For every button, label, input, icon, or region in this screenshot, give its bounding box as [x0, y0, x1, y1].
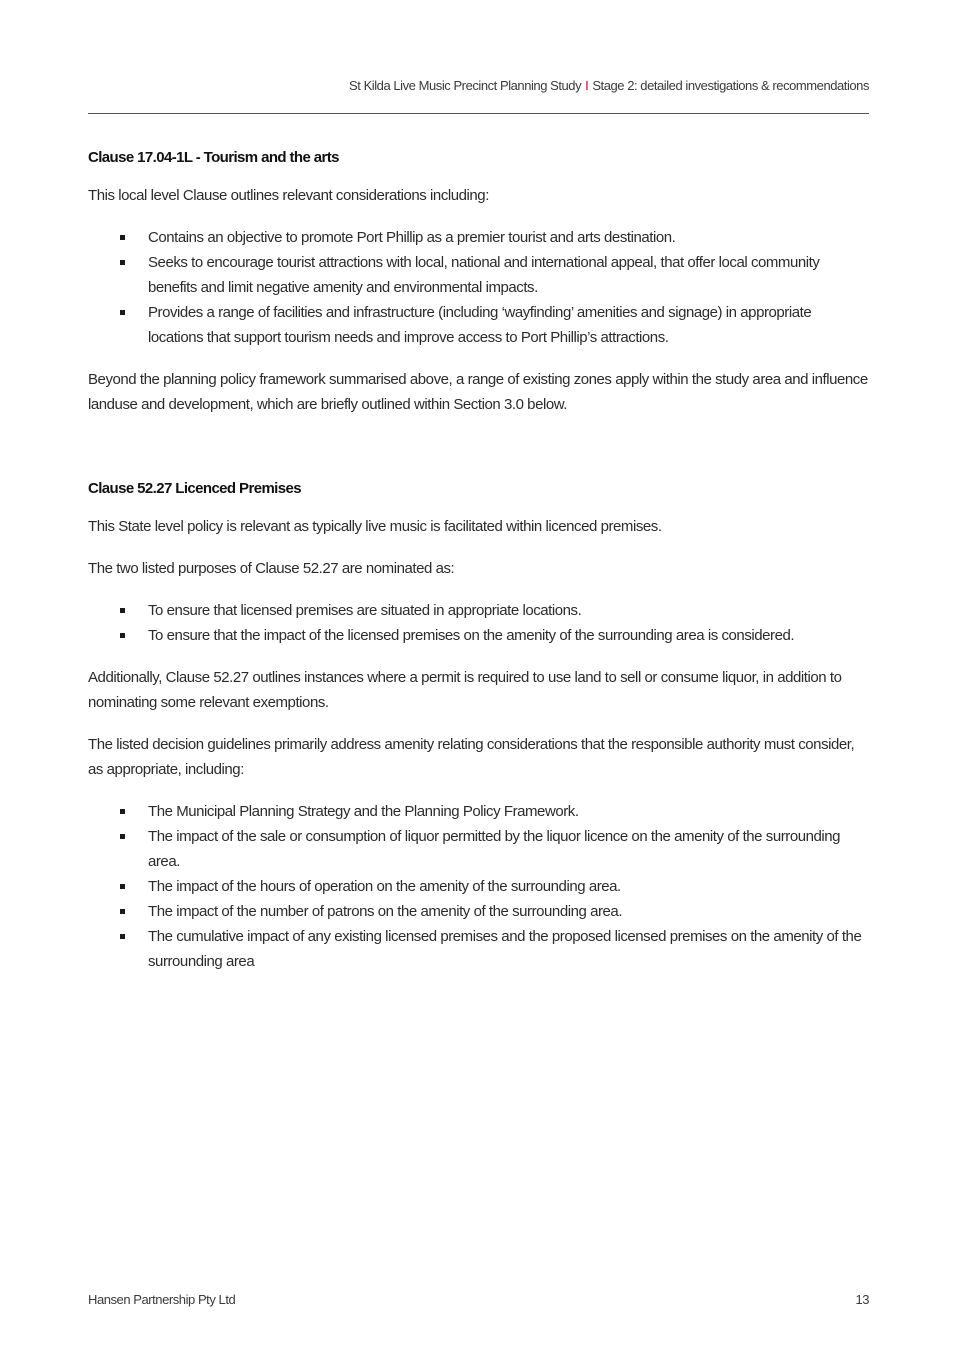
section-spacer [88, 434, 869, 478]
section1-closing: Beyond the planning policy framework summarised above, a range of existing zones apply within the study area and influence landuse and development, which are briefly outlined within Section 3.0 below. [88, 371, 868, 413]
section2-paragraph-3: Additionally, Clause 52.27 outlines instances where a permit is required to use land to sell or consume liquor, in addition to nominating some relevant exemptions. [88, 669, 842, 711]
list-item: Contains an objective to promote Port Phillip as a premier tourist and arts destination. [148, 225, 869, 250]
section1-bullet-list [88, 225, 869, 350]
header-rule [88, 113, 869, 114]
purposes-bullet-list [88, 598, 869, 648]
running-header [88, 78, 869, 93]
section-heading-licenced-premises: Clause 52.27 Licenced Premises [88, 480, 301, 497]
header-study-title: St Kilda Live Music Precinct Planning Study [349, 78, 582, 93]
footer-company: Hansen Partnership Pty Ltd [88, 1292, 236, 1307]
list-item: The impact of the sale or consumption of liquor permitted by the liquor licence on the amenity of the surrounding area. [148, 824, 869, 874]
list-item: To ensure that licensed premises are situated in appropriate locations. [148, 598, 869, 623]
main-content [88, 147, 869, 991]
page-number: 13 [855, 1292, 869, 1307]
header-stage-title: Stage 2: detailed investigations & recommendations [592, 78, 869, 93]
list-item: Provides a range of facilities and infrastructure (including ‘wayfinding’ amenities and signage) in appropriate locations that support tourism needs and improve access to Port Phillip’s attractions. [148, 300, 869, 350]
list-item: To ensure that the impact of the licensed premises on the amenity of the surrounding area is considered. [148, 623, 869, 648]
list-item: The cumulative impact of any existing licensed premises and the proposed licensed premises on the amenity of the surrounding area [148, 924, 869, 974]
list-item: The impact of the hours of operation on the amenity of the surrounding area. [148, 874, 869, 899]
guidelines-bullet-list [88, 799, 869, 974]
section-heading-tourism: Clause 17.04-1L - Tourism and the arts [88, 149, 339, 166]
section2-paragraph-2: The two listed purposes of Clause 52.27 are nominated as: [88, 560, 455, 577]
list-item: Seeks to encourage tourist attractions with local, national and international appeal, that offer local community benefits and limit negative amenity and environmental impacts. [148, 250, 869, 300]
section2-paragraph-1: This State level policy is relevant as typically live music is facilitated within licenced premises. [88, 518, 662, 535]
header-separator: I [585, 78, 589, 93]
list-item: The Municipal Planning Strategy and the Planning Policy Framework. [148, 799, 869, 824]
list-item: The impact of the number of patrons on the amenity of the surrounding area. [148, 899, 869, 924]
section2-paragraph-4: The listed decision guidelines primarily address amenity relating considerations that the responsible authority must consider, as appropriate, including: [88, 736, 855, 778]
section1-intro: This local level Clause outlines relevant considerations including: [88, 187, 489, 204]
